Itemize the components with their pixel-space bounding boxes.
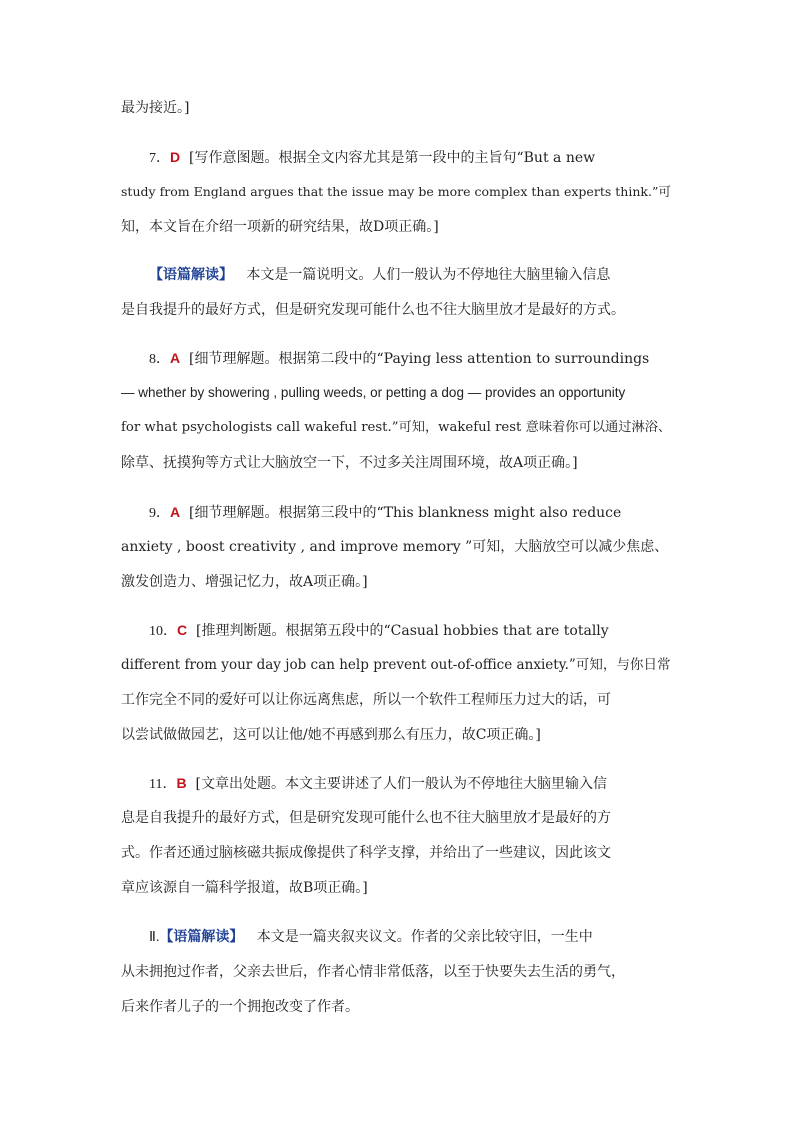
question-number: 8． xyxy=(149,352,170,367)
summary-tag: 【语篇解读】 xyxy=(149,267,233,283)
answer-letter: A xyxy=(170,504,181,520)
text-line xyxy=(149,618,609,642)
text-line xyxy=(149,346,649,370)
explanation-text: [细节理解题。根据第二段中的“Paying less attention to surroundings xyxy=(189,351,650,367)
text-line: different from your day job can help prevent out-of-office anxiety.”可知，与你日常 xyxy=(121,657,671,673)
text-line: 式。作者还通过脑核磁共振成像提供了科学支撑，并给出了一些建议，因此该文 xyxy=(121,845,611,861)
text-line: anxiety , boost creativity , and improve memory ”可知，大脑放空可以减少焦虑、 xyxy=(121,539,669,555)
text-line: 除草、抚摸狗等方式让大脑放空一下，不过多关注周围环境，故A项正确。] xyxy=(121,455,578,471)
answer-letter: B xyxy=(176,775,187,791)
text-line: for what psychologists call wakeful rest.”可知，wakeful rest 意味着你可以通过淋浴、 xyxy=(121,420,672,435)
text-line: 章应该源自一篇科学报道，故B项正确。] xyxy=(121,880,368,896)
text-line: 最为接近。] xyxy=(121,100,190,116)
explanation-text: [推理判断题。根据第五段中的“Casual hobbies that are totally xyxy=(196,623,609,639)
question-number: 11． xyxy=(149,777,177,792)
summary-text: 本文是一篇夹叙夹议文。作者的父亲比较守旧，一生中 xyxy=(256,929,593,945)
text-line: 工作完全不同的爱好可以让你远离焦虑，所以一个软件工程师压力过大的话，可 xyxy=(121,692,611,708)
text-line xyxy=(149,145,595,169)
text-line xyxy=(149,263,610,287)
explanation-text: [细节理解题。根据第三段中的“This blankness might also reduce xyxy=(189,505,622,521)
text-line: — whether by showering , pulling weeds, or petting a dog — provides an opportunity xyxy=(121,385,626,400)
summary-text: 本文是一篇说明文。人们一般认为不停地往大脑里输入信息 xyxy=(246,267,611,283)
text-line: 知，本文旨在介绍一项新的研究结果，故D项正确。] xyxy=(121,219,439,235)
explanation-text: [文章出处题。本文主要讲述了人们一般认为不停地往大脑里输入信 xyxy=(195,776,607,792)
text-line: 以尝试做做园艺，这可以让他/她不再感到那么有压力，故C项正确。] xyxy=(121,727,541,743)
answer-letter: C xyxy=(177,622,188,638)
text-line: 是自我提升的最好方式，但是研究发现可能什么也不往大脑里放才是最好的方式。 xyxy=(121,302,625,318)
text-line: 从未拥抱过作者，父亲去世后，作者心情非常低落，以至于快要失去生活的勇气， xyxy=(121,964,625,980)
explanation-text: [写作意图题。根据全文内容尤其是第一段中的主旨句“But a new xyxy=(189,150,596,166)
text-line xyxy=(149,500,621,524)
question-number: 9． xyxy=(149,506,170,521)
text-line: 激发创造力、增强记忆力，故A项正确。] xyxy=(121,574,368,590)
summary-tag: 【语篇解读】 xyxy=(159,929,244,945)
text-line: 息是自我提升的最好方式，但是研究发现可能什么也不往大脑里放才是最好的方 xyxy=(121,810,611,826)
question-number: 7． xyxy=(149,151,170,166)
text-line xyxy=(149,771,607,795)
answer-letter: A xyxy=(170,350,181,366)
text-line xyxy=(149,925,593,949)
text-line: 后来作者儿子的一个拥抱改变了作者。 xyxy=(121,999,359,1015)
answer-letter: D xyxy=(170,149,181,165)
question-number: 10． xyxy=(149,624,177,639)
text-line: study from England argues that the issue may be more complex than experts think.”可 xyxy=(121,184,671,199)
section-number: Ⅱ. xyxy=(149,930,160,945)
